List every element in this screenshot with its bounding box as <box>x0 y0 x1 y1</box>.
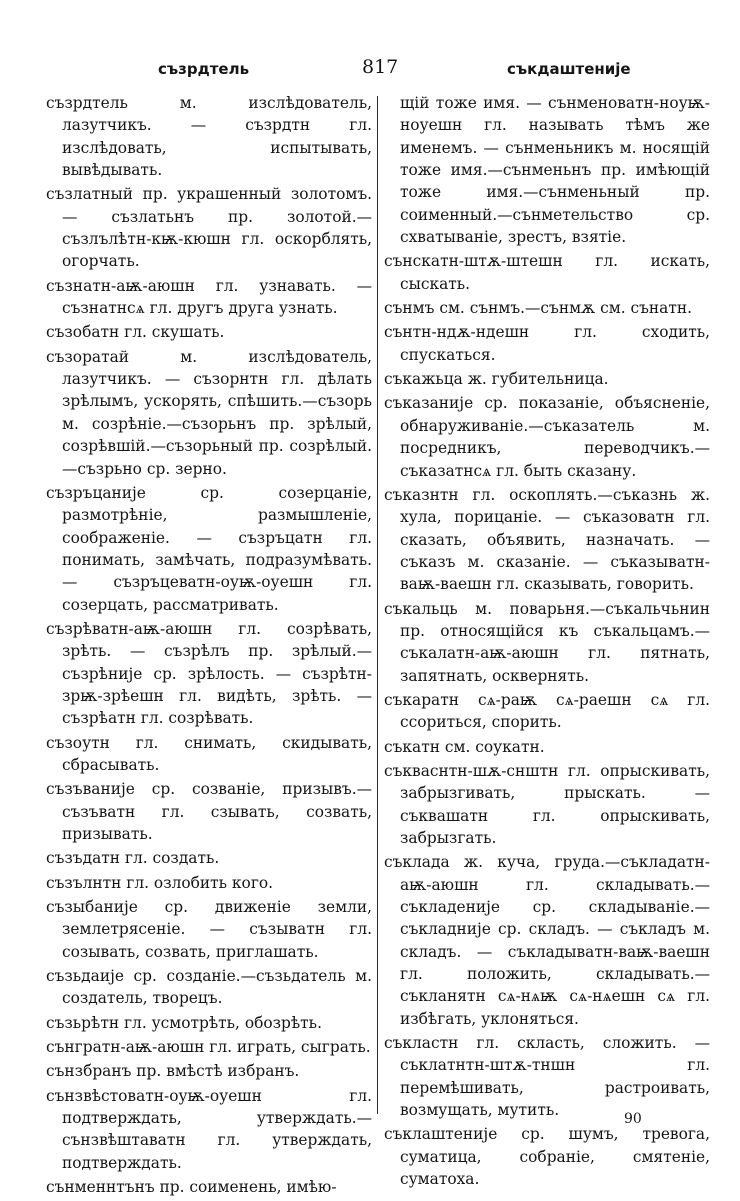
dictionary-entry: съкаратн сѧ-раѭ сѧ-раешн сѧ гл. ссориться, спорить. <box>384 690 710 732</box>
dictionary-entry: съзълнтн гл. озлобить кого. <box>46 873 274 892</box>
signature-mark: 90 <box>624 1111 642 1127</box>
dictionary-entry: съказаније ср. показаніе, объясненіе, обнаруживаніе.—съказатель м. посредникъ, переводчикъ.—съказатнсѧ гл. быть сказану. <box>384 394 710 480</box>
dictionary-entry: съзоратай м. изслѣдователь, лазутчикъ. — съзорнтн гл. дѣлать зрѣлымъ, ускорять, спѣшить.—съзорь м. созрѣніе.—съзорьнъ пр. зрѣлый, созрѣвшій.—съзорьный пр. созрѣлый.—съзрьно ср. зерно. <box>46 347 372 478</box>
dictionary-entry: сънтн-ндѫ-ндешн гл. сходить, спускаться. <box>384 323 710 364</box>
dictionary-entry: съкваснтн-шѫ-снштн гл. опрыскивать, забрызгивать, прыскать. — съквашатн гл. опрыскивать, забрызгать. <box>384 761 710 847</box>
dictionary-entry: съкластн гл. скласть, сложить. — съклатнтн-штѫ-тншн гл. перемѣшивать, растроивать, возмущать, мутить. <box>384 1034 710 1120</box>
left-column <box>46 92 372 1201</box>
dictionary-entry: съзлатный пр. украшенный золотомъ. — съзлатьнъ пр. золотой.— съзлълѣтн-кѭ-кюшн гл. оскорблять, огорчать. <box>46 185 372 271</box>
dictionary-entry: съкатн см. соукатн. <box>384 737 545 756</box>
header-first-word: съзрдтель <box>158 60 250 78</box>
page-number: 817 <box>362 56 399 78</box>
column-divider <box>377 96 378 1114</box>
dictionary-entry: съкальць м. поварьня.—съкальчьнин пр. относящійся къ съкальцамъ.— съкалатн-аѭ-аюшн гл. пятнать, запятнать, осквернять. <box>384 599 710 685</box>
dictionary-entry: съзьрѣтн гл. усмотрѣть, обозрѣть. <box>46 1013 322 1032</box>
dictionary-entry: съзрдтель м. изслѣдователь, лазутчикъ. — съзрдтн гл. изслѣдовать, испытывать, вывѣдывать. <box>46 94 372 180</box>
dictionary-entry: съзьдаије ср. созданіе.—съзьдатель м. создатель, творецъ. <box>46 967 372 1008</box>
running-head <box>0 56 740 82</box>
dictionary-entry: съзъваније ср. созваніе, призывъ.— съзъватн гл. сзывать, созвать, призывать. <box>46 780 372 843</box>
dictionary-entry: сънмъ см. сънмъ.—сънмѫ см. сънатн. <box>384 299 692 318</box>
dictionary-entry: съзыбаније ср. движеніе земли, землетрясеніе. — съзыватн гл. созывать, созвать, приглашать. <box>46 898 372 961</box>
dictionary-entry: съзъдатн гл. создать. <box>46 849 220 868</box>
dictionary-entry: сънзбранъ пр. вмѣстѣ избранъ. <box>46 1062 300 1081</box>
dictionary-entry: съзнатн-аѭ-аюшн гл. узнавать. — съзнатнсѧ гл. другъ друга узнать. <box>46 276 372 318</box>
dictionary-entry: сънгратн-аѭ-аюшн гл. играть, сыграть. <box>46 1038 371 1057</box>
dictionary-entry: сънменнтънъ пр. соименень, имѣю- <box>46 1178 337 1197</box>
dictionary-entry: съзоутн гл. снимать, скидывать, сбрасывать. <box>46 733 372 774</box>
header-last-word: съкдаштеније <box>507 60 631 78</box>
dictionary-entry: съзръцаније ср. созерцаніе, размотрѣніе, размышленіе, соображеніе. — съзръцатн гл. понимать, замѣчать, подразумѣвать. — съзръцеватн-оуѭ-оуешн гл. созерцать, рассматривать. <box>46 483 372 614</box>
dictionary-entry: сънзвѣстоватн-оуѭ-оуешн гл. подтверждать, утверждать.—сънзвѣштаватн гл. утверждать, подтверждать. <box>46 1086 372 1172</box>
dictionary-entry: съкажьца ж. губительница. <box>384 370 609 389</box>
dictionary-entry: сънскатн-штѫ-штешн гл. искать, сыскать. <box>384 252 710 293</box>
dictionary-entry: съзобатн гл. скушать. <box>46 323 225 342</box>
dictionary-entry: съзрѣватн-аѭ-аюшн гл. созрѣвать, зрѣть. — съзрѣлъ пр. зрѣлый.— съзрѣније ср. зрѣлость. — съзрѣтн-зрѭ-зрѣешн гл. видѣть, зрѣть. — съзрѣатн гл. созрѣвать. <box>46 619 372 728</box>
dictionary-entry: съказнтн гл. оскоплять.—съказнь ж. хула, порицаніе. — съказоватн гл. сказать, объявить, назначать. — съказъ м. сказаніе. — съказыватн-ваѭ-ваешн гл. сказывать, говорить. <box>384 485 710 594</box>
right-column <box>384 92 710 1193</box>
dictionary-entry: съклада ж. куча, груда.—съкладатн-аѭ-аюшн гл. складывать.—съкладеније ср. складываніе.—съкладније ср. складъ. — съкладъ м. складъ. — съкладыватн-ваѭ-ваешн гл. положить, складывать.—съкланятн сѧ-нѧѭ сѧ-нѧешн сѧ гл. избѣгать, уклоняться. <box>384 853 710 1028</box>
dictionary-entry-continued: щій тоже имя. — сънменоватн-ноуѭ-ноуешн гл. называть тѣмъ же именемъ. — сънменьникъ м. носящій тоже имя.—сънменьнъ пр. имѣющій тоже имя.—сънменьный пр. соименный.—сънметельство ср. схватываніе, зрестъ, взятіе. <box>400 94 710 247</box>
dictionary-entry: съклаштеније ср. шумъ, тревога, суматица, собраніе, смятеніе, суматоха. <box>384 1125 710 1189</box>
